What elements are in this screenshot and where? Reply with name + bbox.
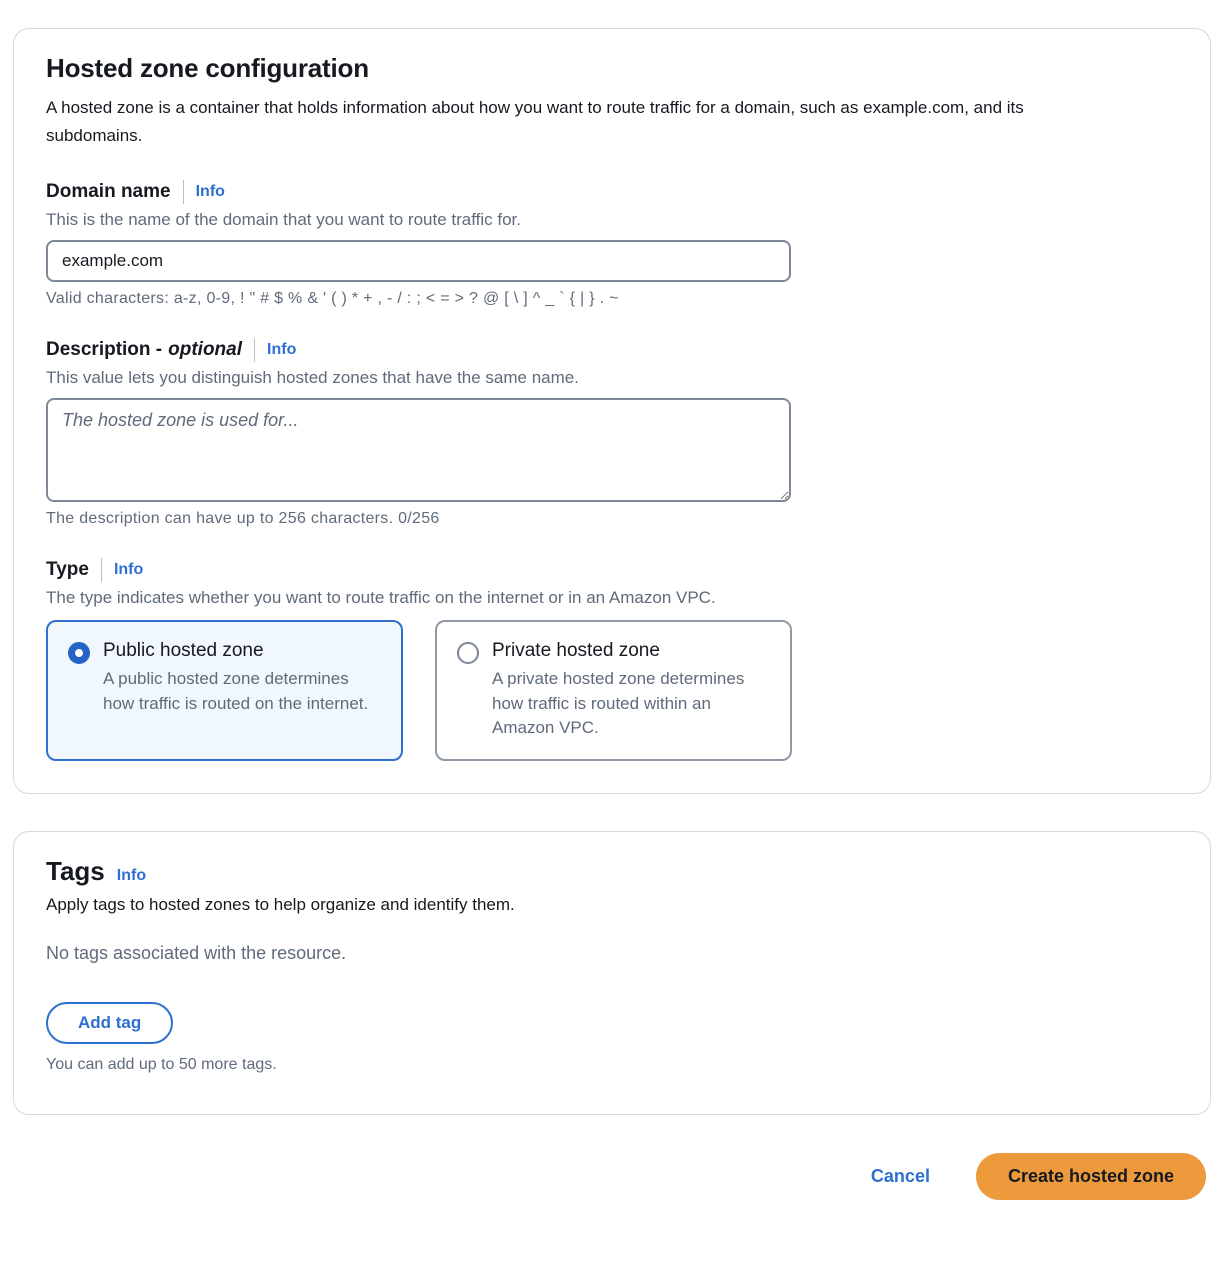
hosted-zone-card-intro: A hosted zone is a container that holds information about how you want to route traffic for a domain, such as example.com, and its subdomains.	[46, 98, 1024, 146]
description-hint: This value lets you distinguish hosted zones that have the same name.	[46, 368, 579, 388]
public-option-description: A public hosted zone determines how traffic is routed on the internet.	[103, 669, 369, 713]
private-option-title: Private hosted zone	[492, 640, 660, 662]
description-label: Description - optional	[46, 339, 243, 361]
type-info-link[interactable]: Info	[113, 561, 144, 579]
domain-name-constraint: Valid characters: a-z, 0-9, ! " # $ % & ' ( ) * + , - / : ; < = > ? @ [ \ ] ^ _ ` { | } . ~	[46, 290, 619, 308]
description-textarea[interactable]	[46, 398, 791, 502]
tags-description: Apply tags to hosted zones to help organize and identify them.	[46, 895, 515, 915]
type-label-row	[46, 558, 1178, 582]
label-divider	[183, 180, 184, 204]
radio-unselected-icon[interactable]	[457, 642, 479, 664]
tags-title-row	[46, 856, 1178, 887]
tags-card	[13, 831, 1211, 1115]
cancel-button[interactable]: Cancel	[870, 1166, 930, 1187]
footer-actions	[13, 1153, 1206, 1200]
private-option-description: A private hosted zone determines how traffic is routed within an Amazon VPC.	[492, 669, 745, 738]
domain-name-label: Domain name	[46, 181, 171, 203]
add-tag-button[interactable]: Add tag	[46, 1002, 173, 1044]
radio-selected-icon[interactable]	[68, 642, 90, 664]
domain-name-input[interactable]	[46, 240, 791, 282]
description-field	[46, 338, 1178, 528]
type-label: Type	[46, 559, 89, 581]
description-label-row	[46, 338, 1178, 362]
public-option-body	[103, 640, 381, 716]
domain-name-hint: This is the name of the domain that you want to route traffic for.	[46, 210, 521, 230]
domain-name-field	[46, 180, 1178, 308]
description-info-link[interactable]: Info	[267, 341, 297, 359]
public-hosted-zone-option[interactable]	[46, 620, 403, 761]
private-option-body	[492, 640, 770, 741]
label-divider	[254, 338, 255, 362]
public-option-title: Public hosted zone	[103, 640, 264, 662]
description-constraint: The description can have up to 256 characters. 0/256	[46, 510, 440, 528]
tags-empty-state: No tags associated with the resource.	[46, 943, 347, 964]
domain-name-label-row	[46, 180, 1178, 204]
create-hosted-zone-button[interactable]: Create hosted zone	[976, 1153, 1206, 1200]
type-hint: The type indicates whether you want to route traffic on the internet or in an Amazon VPC.	[46, 588, 716, 608]
hosted-zone-configuration-card	[13, 28, 1211, 794]
tags-limit-text: You can add up to 50 more tags.	[46, 1056, 277, 1074]
domain-name-info-link[interactable]: Info	[195, 183, 225, 201]
hosted-zone-card-title: Hosted zone configuration	[46, 53, 369, 83]
tags-title: Tags	[46, 856, 105, 887]
type-field	[46, 558, 1178, 761]
tags-info-link[interactable]: Info	[116, 867, 147, 885]
private-hosted-zone-option[interactable]	[435, 620, 792, 761]
label-divider	[101, 558, 102, 582]
description-optional-word: optional	[168, 339, 243, 361]
type-radio-group	[46, 620, 1178, 761]
